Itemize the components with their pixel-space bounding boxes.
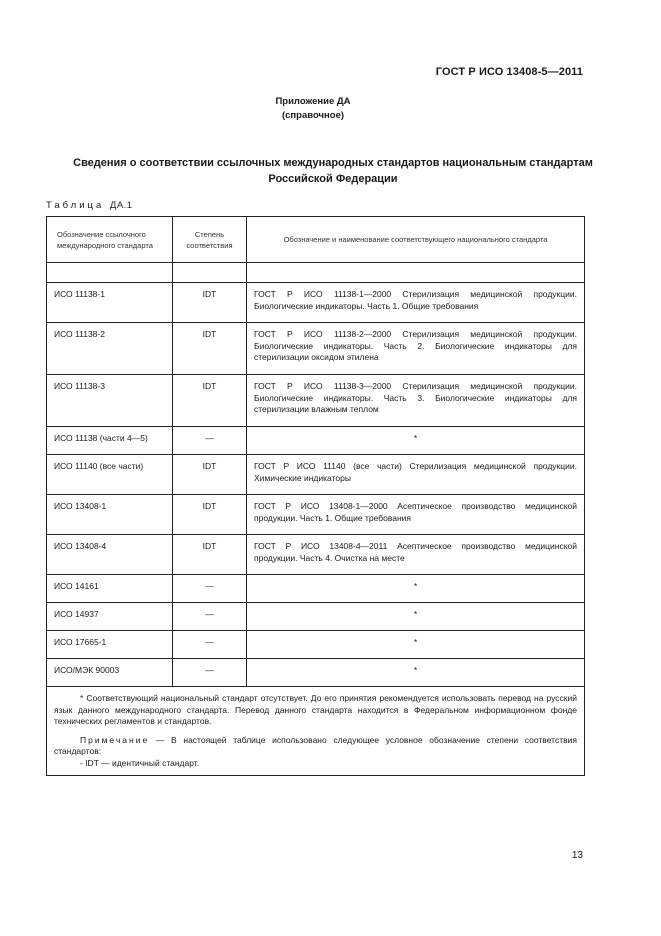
table-row bbox=[47, 323, 585, 375]
national-standard-cell: ГОСТ Р ИСО 11140 (все части) Стерилизация медицинской продукции. Химические индикаторы bbox=[247, 455, 585, 495]
degree-cell: IDT bbox=[173, 323, 247, 375]
table-row bbox=[47, 603, 585, 631]
table-caption bbox=[46, 200, 133, 211]
table-row bbox=[47, 631, 585, 659]
table-note bbox=[54, 735, 577, 758]
degree-cell: — bbox=[173, 603, 247, 631]
header-intl-standard: Обозначение ссылочного международного стандарта bbox=[47, 217, 173, 263]
annex-subtitle: (справочное) bbox=[281, 110, 345, 121]
table-row bbox=[47, 659, 585, 687]
intl-standard-cell: ИСО 17665-1 bbox=[47, 631, 173, 659]
intl-standard-cell: ИСО 11138-3 bbox=[47, 375, 173, 427]
national-standard-cell: * bbox=[247, 659, 585, 687]
national-standard-cell: ГОСТ Р ИСО 13408-1—2000 Асептическое производство медицинской продукции. Часть 1. Общие требования bbox=[247, 495, 585, 535]
national-standard-cell: ГОСТ Р ИСО 11138-1—2000 Стерилизация медицинской продукции. Биологические индикаторы. Часть 1. Общие требования bbox=[247, 283, 585, 323]
note-text: — В настоящей таблице использовано следующее условное обозначение степени соответствия стандартов: bbox=[54, 734, 577, 756]
table-row bbox=[47, 375, 585, 427]
document-code: ГОСТ Р ИСО 13408-5—2011 bbox=[435, 66, 583, 78]
header-degree: Степень соответствия bbox=[173, 217, 247, 263]
national-standard-cell: * bbox=[247, 603, 585, 631]
section-title-line2: Российской Федерации bbox=[268, 173, 398, 185]
national-standard-cell: * bbox=[247, 427, 585, 455]
degree-cell: IDT bbox=[173, 495, 247, 535]
annex-heading bbox=[0, 95, 626, 123]
correspondence-table bbox=[46, 216, 585, 776]
national-standard-cell: * bbox=[247, 631, 585, 659]
degree-cell: IDT bbox=[173, 283, 247, 323]
page-number: 13 bbox=[571, 850, 583, 861]
degree-cell: IDT bbox=[173, 455, 247, 495]
table-notes-row bbox=[47, 687, 585, 776]
table-row bbox=[47, 455, 585, 495]
table-row bbox=[47, 495, 585, 535]
note-item: - IDT — идентичный стандарт. bbox=[80, 757, 200, 768]
national-standard-cell: * bbox=[247, 575, 585, 603]
table-caption-prefix: Таблица bbox=[46, 200, 105, 211]
intl-standard-cell: ИСО 11138 (части 4—5) bbox=[47, 427, 173, 455]
intl-standard-cell: ИСО 14161 bbox=[47, 575, 173, 603]
header-separator bbox=[47, 263, 585, 283]
section-title bbox=[40, 155, 626, 187]
national-standard-cell: ГОСТ Р ИСО 13408-4—2011 Асептическое производство медицинской продукции. Часть 4. Очистка на месте bbox=[247, 535, 585, 575]
intl-standard-cell: ИСО 14937 bbox=[47, 603, 173, 631]
degree-cell: IDT bbox=[173, 375, 247, 427]
degree-cell: — bbox=[173, 575, 247, 603]
intl-standard-cell: ИСО 11140 (все части) bbox=[47, 455, 173, 495]
degree-cell: — bbox=[173, 427, 247, 455]
note-label: Примечание bbox=[80, 734, 150, 745]
intl-standard-cell: ИСО 11138-2 bbox=[47, 323, 173, 375]
table-footnote: * Соответствующий национальный стандарт отсутствует. До его принятия рекомендуется использовать перевод на русский язык данного международного стандарта. Перевод данного стандарта находится в Федеральном информационном фонде технических регламентов и стандартов. bbox=[54, 693, 577, 726]
degree-cell: — bbox=[173, 659, 247, 687]
table-row bbox=[47, 283, 585, 323]
header-national-standard: Обозначение и наименование соответствующего национального стандарта bbox=[247, 217, 585, 263]
annex-title: Приложение ДА bbox=[275, 96, 351, 107]
national-standard-cell: ГОСТ Р ИСО 11138-2—2000 Стерилизация медицинской продукции. Биологические индикаторы. Часть 2. Биологические индикаторы для стерилизации оксидом этилена bbox=[247, 323, 585, 375]
intl-standard-cell: ИСО 13408-1 bbox=[47, 495, 173, 535]
intl-standard-cell: ИСО 13408-4 bbox=[47, 535, 173, 575]
intl-standard-cell: ИСО 11138-1 bbox=[47, 283, 173, 323]
degree-cell: — bbox=[173, 631, 247, 659]
section-title-line1: Сведения о соответствии ссылочных международных стандартов национальным стандартам bbox=[73, 157, 593, 169]
table-notes-cell bbox=[47, 687, 585, 776]
intl-standard-cell: ИСО/МЭК 90003 bbox=[47, 659, 173, 687]
table-header-row bbox=[47, 217, 585, 263]
table-row bbox=[47, 535, 585, 575]
degree-cell: IDT bbox=[173, 535, 247, 575]
table-caption-number: ДА.1 bbox=[109, 200, 133, 211]
national-standard-cell: ГОСТ Р ИСО 11138-3—2000 Стерилизация медицинской продукции. Биологические индикаторы. Часть 3. Биологические индикаторы для стерилизации влажным теплом bbox=[247, 375, 585, 427]
table-row bbox=[47, 575, 585, 603]
table-row bbox=[47, 427, 585, 455]
